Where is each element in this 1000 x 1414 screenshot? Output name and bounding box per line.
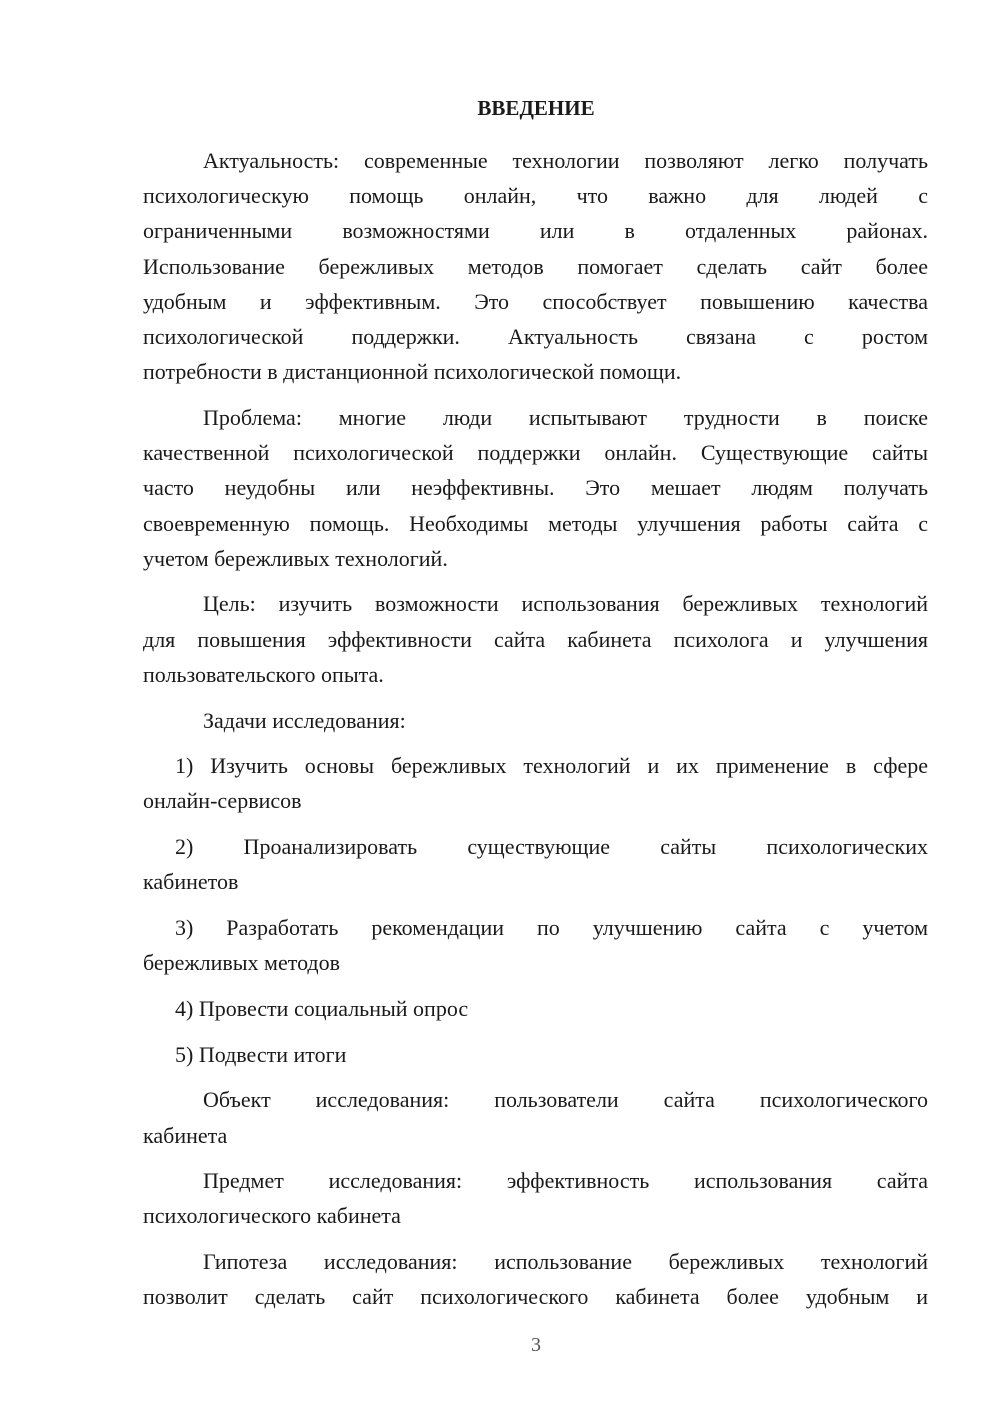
text-line: психологическую помощь онлайн, что важно для людей с <box>143 183 928 209</box>
text-line: для повышения эффективности сайта кабинета психолога и улучшения <box>143 626 928 652</box>
text-line: качественной психологической поддержки онлайн. Существующие сайты <box>143 440 928 466</box>
page-number: 3 <box>531 1334 541 1356</box>
paragraph-object <box>143 1082 928 1152</box>
text-line: пользовательского опыта. <box>143 661 384 687</box>
text-line: часто неудобны или неэффективны. Это мешает людям получать <box>143 475 928 501</box>
text-line: ограниченными возможностями или в отдаленных районах. <box>143 218 928 244</box>
paragraph-goal <box>143 586 928 692</box>
text-line: своевременную помощь. Необходимы методы улучшения работы сайта с <box>143 510 928 536</box>
document-body <box>143 143 928 1325</box>
paragraph-hypothesis <box>143 1244 928 1314</box>
text-line: кабинета <box>143 1122 228 1148</box>
text-line: учетом бережливых технологий. <box>143 545 448 571</box>
task-item-5 <box>143 1037 928 1072</box>
text-line: удобным и эффективным. Это способствует повышению качества <box>143 288 928 314</box>
text-line: 2) Проанализировать существующие сайты психологических <box>175 834 928 860</box>
paragraph-relevance <box>143 143 928 389</box>
task-item-1 <box>143 748 928 818</box>
text-line: бережливых методов <box>143 950 341 976</box>
text-line: психологического кабинета <box>143 1203 401 1229</box>
section-heading: ВВЕДЕНИЕ <box>477 96 595 120</box>
text-line: онлайн-сервисов <box>143 788 302 814</box>
text-line: психологической поддержки. Актуальность связана с ростом <box>143 324 928 350</box>
task-item-2 <box>143 829 928 899</box>
paragraph-tasks-heading <box>143 703 928 738</box>
paragraph-subject <box>143 1163 928 1233</box>
text-line: кабинетов <box>143 869 239 895</box>
text-line: 3) Разработать рекомендации по улучшению сайта с учетом <box>175 915 928 941</box>
text-line: Предмет исследования: эффективность использования сайта <box>203 1168 928 1194</box>
task-item-4 <box>143 991 928 1026</box>
text-line: 5) Подвести итоги <box>175 1041 347 1067</box>
text-line: позволит сделать сайт психологического кабинета более удобным и <box>143 1284 928 1310</box>
text-line: Проблема: многие люди испытывают трудности в поиске <box>203 404 928 430</box>
text-line: потребности в дистанционной психологической помощи. <box>143 359 682 385</box>
task-item-3 <box>143 910 928 980</box>
paragraph-problem <box>143 400 928 576</box>
text-line: Объект исследования: пользователи сайта психологического <box>203 1087 928 1113</box>
text-line: 4) Провести социальный опрос <box>175 995 469 1021</box>
text-line: 1) Изучить основы бережливых технологий и их применение в сфере <box>175 753 928 779</box>
text-line: Актуальность: современные технологии позволяют легко получать <box>203 148 928 173</box>
text-line: Задачи исследования: <box>203 707 406 733</box>
text-line: Цель: изучить возможности использования бережливых технологий <box>203 591 928 617</box>
text-line: Гипотеза исследования: использование бережливых технологий <box>203 1249 928 1275</box>
text-line: Использование бережливых методов помогает сделать сайт более <box>143 253 928 279</box>
